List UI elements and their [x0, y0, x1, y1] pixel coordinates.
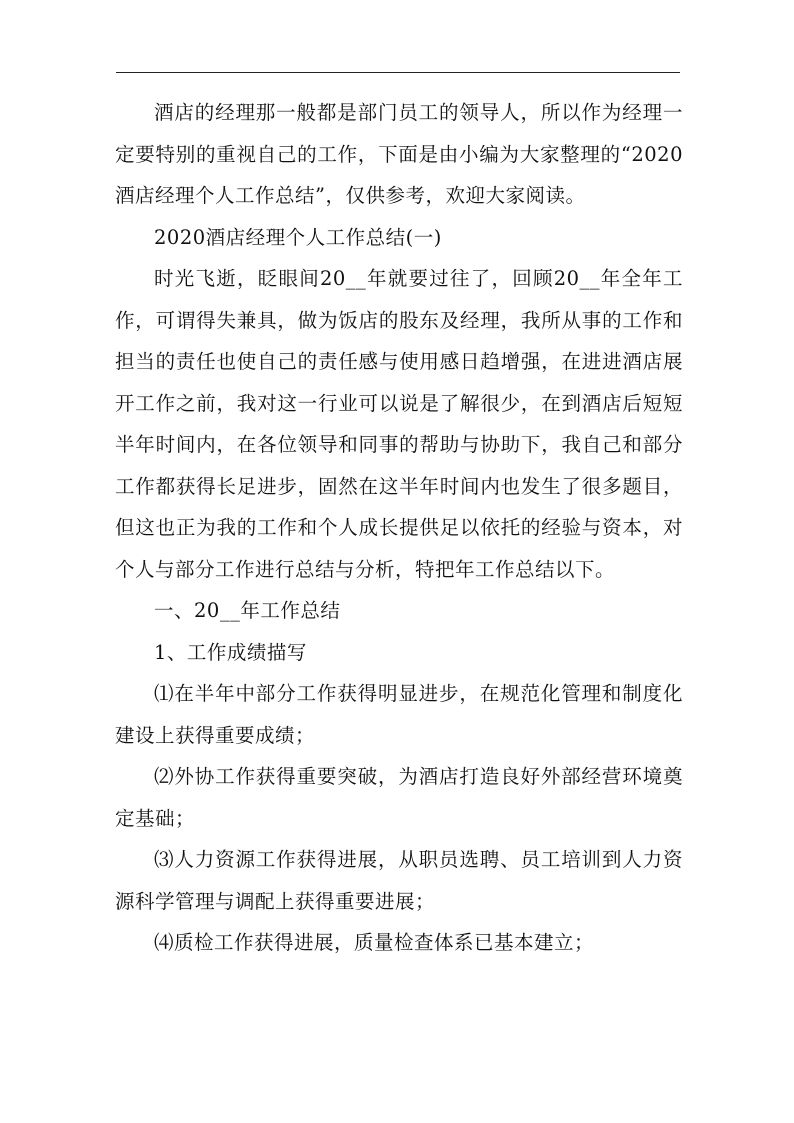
header-rule [116, 72, 680, 73]
heading-work-summary: 一、20__年工作总结 [154, 599, 341, 622]
section-title: 2020酒店经理个人工作总结(一) [154, 225, 442, 249]
intro-paragraph: 酒店的经理那一般都是部门员工的领导人，所以作为经理一定要特别的重视自己的工作，下面是由小编为大家整理的“2020酒店经理个人工作总结”，仅供参考，欢迎大家阅读。 [115, 101, 683, 207]
subheading-achievements: 1、工作成绩描写 [154, 640, 307, 664]
list-item: ⑵外协工作获得重要突破，为酒店打造良好外部经营环境奠定基础； [115, 765, 683, 830]
list-item: ⑷质检工作获得进展，质量检查体系已基本建立； [154, 931, 595, 954]
document-body [115, 92, 683, 964]
body-paragraph: 时光飞逝，眨眼间20__年就要过往了，回顾20__年全年工作，可谓得失兼具，做为饭店的股东及经理，我所从事的工作和担当的责任也使自己的责任感与使用感日趋增强，在进进酒店展开工作之前，我对这一行业可以说是了解很少，在到酒店后短短半年时间内，在各位领导和同事的帮助与协助下，我自己和部分工作都获得长足进步，固然在这半年时间内也发生了很多题目，但这也正为我的工作和个人成长提供足以依托的经验与资本，对个人与部分工作进行总结与分析，特把年工作总结以下。 [115, 267, 683, 581]
list-item: ⑴在半年中部分工作获得明显进步，在规范化管理和制度化建设上获得重要成绩； [115, 682, 683, 747]
list-item: ⑶人力资源工作获得进展，从职员选聘、员工培训到人力资源科学管理与调配上获得重要进展； [115, 848, 683, 913]
